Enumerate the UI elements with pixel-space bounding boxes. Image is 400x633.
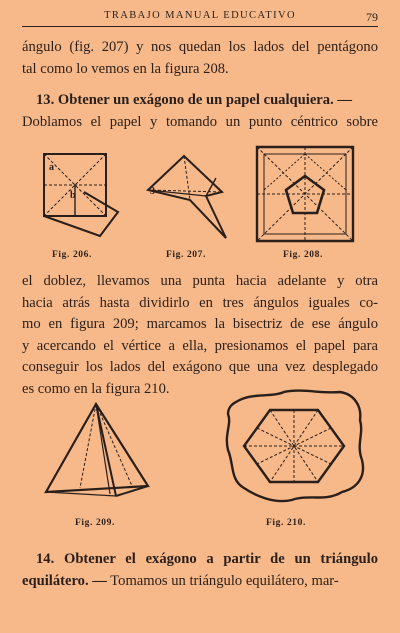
section-14	[22, 549, 378, 592]
fig207-caption: Fig. 207.	[166, 250, 206, 260]
page-number: 79	[366, 10, 378, 24]
text-line	[22, 571, 378, 593]
text-line: hacia atrás hasta dividirlo en tres ángulos iguales co-	[22, 294, 378, 311]
text-line: conseguir los lados del exágono que una vez desplegado	[22, 359, 378, 375]
text-line: mo en figura 209; marcamos la bisectriz de ese ángulo	[22, 316, 378, 332]
paragraph-top	[22, 37, 378, 80]
fig208-caption: Fig. 208.	[283, 250, 323, 260]
figure-207-diagram	[140, 150, 240, 246]
fig207-label: 3	[150, 186, 155, 197]
section-13-heading: 13. Obtener un exágono de un papel cualquiera. —	[36, 92, 352, 108]
text-line: tal como lo vemos en la figura 208.	[22, 60, 229, 77]
fig206-label-b: b	[70, 190, 76, 201]
running-header	[22, 10, 378, 26]
figure-208-diagram	[254, 144, 358, 246]
section-14-heading-cont: equilátero. —	[22, 572, 107, 589]
text-line: Doblamos el papel y tomando un punto céntrico sobre	[22, 113, 378, 130]
text-line: es como en la figura 210.	[22, 380, 170, 397]
figure-209-diagram	[40, 400, 160, 512]
text-line: el doblez, llevamos una punta hacia adelante y otra	[22, 273, 378, 289]
text-line: y acercando el vértice a ella, presionamos el papel para	[22, 337, 378, 354]
running-title: TRABAJO MANUAL EDUCATIVO	[104, 10, 296, 21]
fig206-label-a: a	[49, 162, 54, 173]
figure-206-diagram	[40, 148, 126, 246]
fig210-caption: Fig. 210.	[266, 518, 306, 528]
text-line: ángulo (fig. 207) y nos quedan los lados del pentágono	[22, 39, 378, 55]
header-rule	[22, 26, 378, 27]
section-13	[22, 90, 378, 133]
fig209-caption: Fig. 209.	[75, 518, 115, 528]
figure-210-diagram	[222, 384, 374, 510]
section-14-text: Tomamos un triángulo equilátero, mar-	[110, 572, 339, 589]
section-14-heading: 14. Obtener el exágono a partir de un triángulo	[36, 551, 378, 567]
fig206-caption: Fig. 206.	[52, 250, 92, 260]
paragraph-middle	[22, 271, 378, 400]
